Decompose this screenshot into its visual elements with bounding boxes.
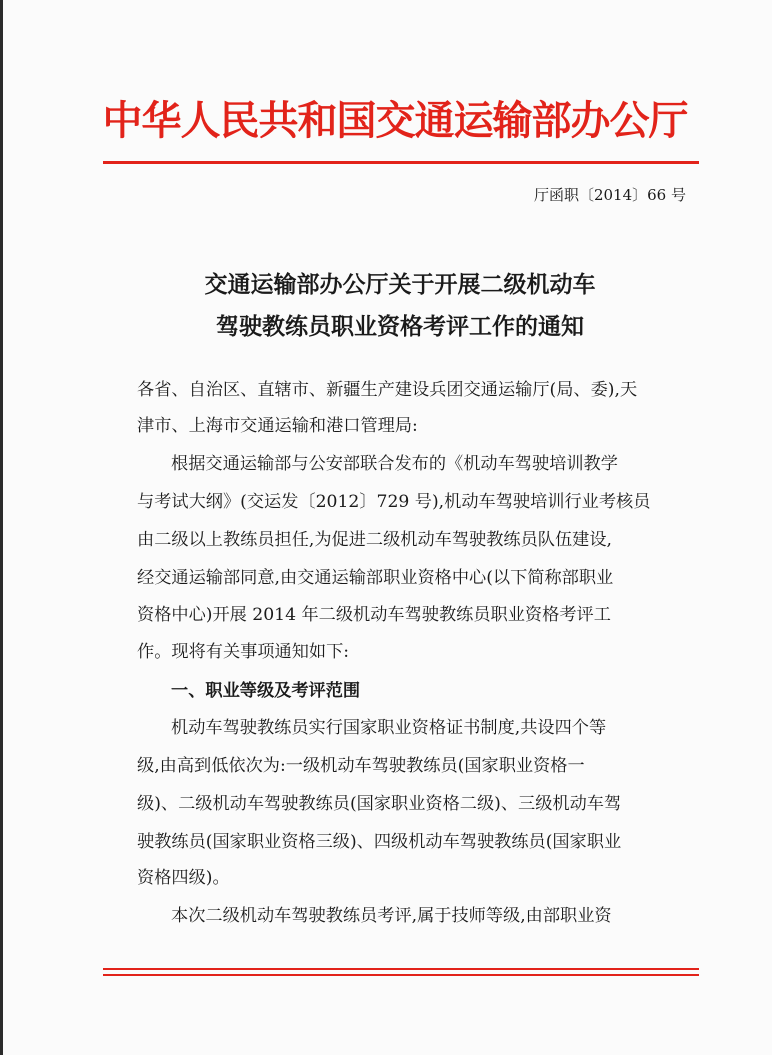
document-title-line-2: 驾驶教练员职业资格考评工作的通知	[216, 313, 584, 340]
section-heading: 一、职业等级及考评范围	[171, 681, 361, 701]
body-line: 由二级以上教练员担任,为促进二级机动车驾驶教练员队伍建设,	[137, 530, 612, 550]
document-title-line-1: 交通运输部办公厅关于开展二级机动车	[204, 271, 596, 298]
document-number: 厅函职〔2014〕66 号	[533, 186, 686, 204]
header-red-rule	[103, 161, 699, 164]
body-line: 驶教练员(国家职业资格三级)、四级机动车驾驶教练员(国家职业	[137, 832, 622, 852]
body-line: 作。现将有关事项通知如下:	[137, 642, 350, 662]
body-line: 本次二级机动车驾驶教练员考评,属于技师等级,由部职业资	[171, 906, 612, 926]
body-line: 资格中心)开展 2014 年二级机动车驾驶教练员职业资格考评工	[137, 605, 611, 625]
body-line: 经交通运输部同意,由交通运输部职业资格中心(以下简称部职业	[137, 568, 614, 588]
body-line: 资格四级)。	[137, 868, 230, 888]
body-line: 根据交通运输部与公安部联合发布的《机动车驾驶培训教学	[171, 454, 618, 474]
body-line: 级)、二级机动车驾驶教练员(国家职业资格二级)、三级机动车驾	[137, 794, 622, 814]
body-line: 机动车驾驶教练员实行国家职业资格证书制度,共设四个等	[171, 718, 607, 738]
body-line: 津市、上海市交通运输和港口管理局:	[137, 416, 418, 436]
body-line: 级,由高到低依次为:一级机动车驾驶教练员(国家职业资格一	[137, 756, 585, 776]
footer-red-rule-lower	[103, 974, 699, 976]
scan-edge	[0, 0, 3, 1055]
body-line: 各省、自治区、直辖市、新疆生产建设兵团交通运输厅(局、委),天	[137, 380, 638, 400]
footer-red-rule-upper	[103, 968, 699, 970]
body-line: 与考试大纲》(交运发〔2012〕729 号),机动车驾驶培训行业考核员	[137, 492, 651, 512]
issuing-organization-header: 中华人民共和国交通运输部办公厅	[102, 98, 688, 144]
